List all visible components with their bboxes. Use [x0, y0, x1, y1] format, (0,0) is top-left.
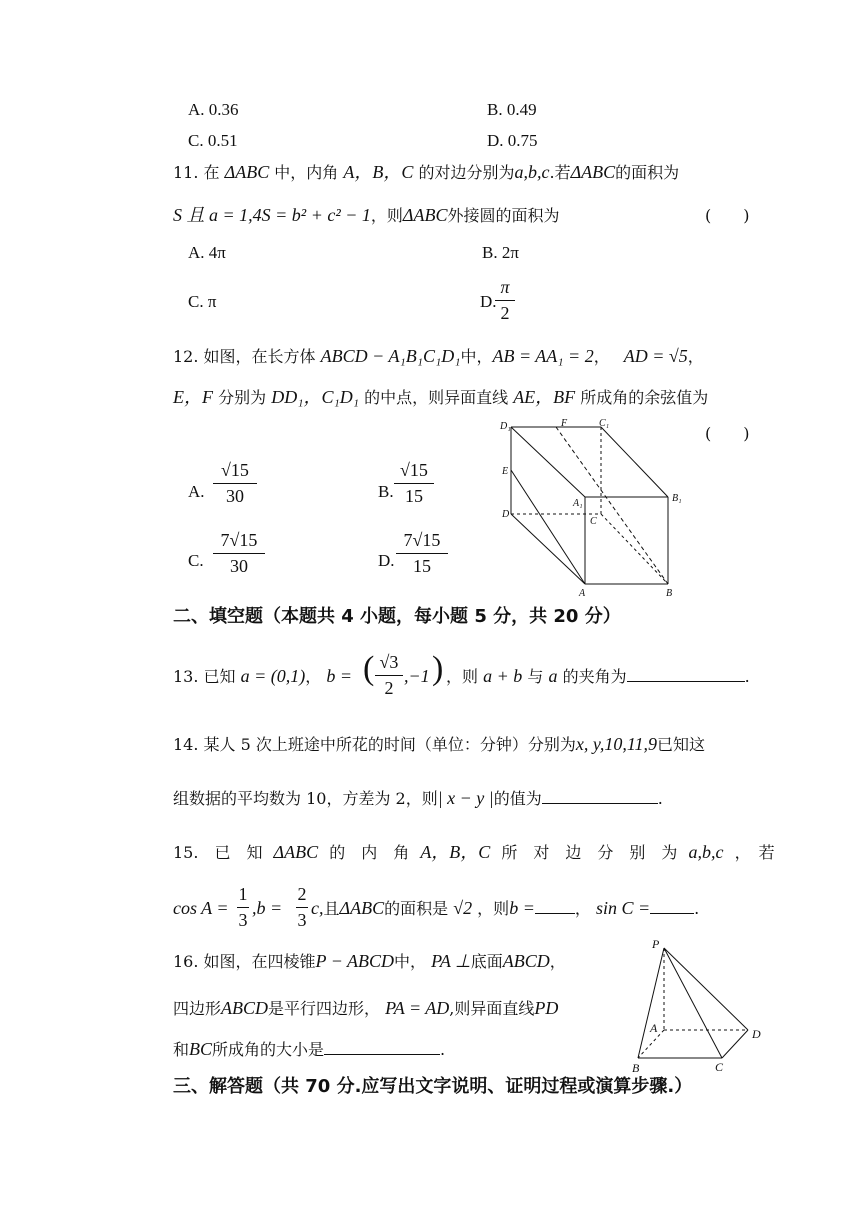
- q16-text2: 四边形: [173, 999, 222, 1018]
- q13-prefix: 13. 已知: [173, 667, 236, 686]
- q13-dot: .: [744, 667, 750, 686]
- q15-cos-a: cos A =: [173, 898, 229, 918]
- q15-line1: [173, 843, 775, 861]
- q13-b-den: 2: [384, 678, 394, 698]
- q13-vector-a: a = (0,1): [240, 666, 306, 686]
- q11-text2: 的对边分别为: [418, 163, 515, 182]
- q11-ask: 外接圆的面积为: [447, 206, 560, 225]
- q14-text: 14. 某人 5 次上班途中所花的时间（单位：分钟）分别为: [173, 735, 576, 754]
- edge-cb: [601, 514, 668, 584]
- q13-then: ，则: [446, 667, 479, 686]
- q16-line2: [173, 999, 558, 1017]
- q12-option-a-fraction: [213, 460, 257, 507]
- q16-and: 和: [173, 1040, 190, 1059]
- q11-option-d-prefix: D.: [480, 292, 497, 311]
- q13-sum: a + b: [483, 666, 523, 686]
- fraction-bar: [237, 907, 249, 908]
- q15-fraction-1-3: [237, 884, 249, 931]
- q13-right-paren: ): [432, 650, 444, 687]
- label-a1: A₁: [573, 498, 583, 509]
- q14-line1: [173, 735, 705, 753]
- q16-text: 中，: [394, 952, 427, 971]
- q13-answer-blank[interactable]: [627, 667, 745, 682]
- q12-lines: AE，BF: [513, 387, 576, 407]
- q16-text3: 是平行四边形，: [268, 999, 381, 1018]
- label-b: B: [632, 1061, 640, 1075]
- q10-option-a: A. 0.36: [188, 100, 239, 119]
- label-a: A: [579, 588, 586, 599]
- q16-abcd2: ABCD: [221, 998, 269, 1018]
- q11-triangle3: ΔABC: [402, 205, 448, 225]
- q10-option-c: C. 0.51: [188, 131, 238, 150]
- q12-c-num: 7√15: [220, 530, 258, 550]
- q13-line-end: [446, 667, 750, 685]
- q16-text4: ,则异面直线: [449, 999, 535, 1018]
- edge-pb: [638, 948, 664, 1058]
- q14-answer-blank[interactable]: [542, 789, 658, 804]
- q12-option-d-fraction: [396, 530, 448, 577]
- q12-comma2: ，: [687, 347, 704, 366]
- fraction-bar: [296, 907, 308, 908]
- q12-ad: AD = √5: [623, 346, 688, 366]
- q15-sides: a,b,c: [688, 842, 724, 862]
- q12-answer-paren: ( ): [705, 424, 750, 443]
- q15-prefix: 15. 已 知: [173, 843, 263, 862]
- q14-text2: 已知这: [657, 735, 706, 754]
- q14-abs: | x − y |: [437, 788, 494, 808]
- q16-line1: [173, 952, 566, 970]
- q12-line2: [173, 388, 708, 406]
- q15-sinc: sin C =: [595, 898, 651, 918]
- q16-dot: .: [440, 1040, 446, 1059]
- q13-b-fraction: [375, 652, 403, 699]
- q12-a-num: √15: [221, 460, 249, 480]
- q11-d-num: π: [500, 277, 510, 297]
- edge-pd: [664, 948, 748, 1030]
- q12-a-den: 30: [226, 486, 244, 506]
- q12-b-den: 15: [405, 486, 423, 506]
- q12-prefix: 12. 如图，在长方体: [173, 347, 316, 366]
- label-a: A: [650, 1021, 658, 1035]
- q13-left-paren: (: [363, 650, 375, 687]
- fraction-bar: [495, 300, 515, 301]
- q14-ask: 的值为: [493, 789, 542, 808]
- q15-text: 的 内 角: [329, 843, 410, 862]
- q13-a2: a: [548, 666, 558, 686]
- q12-solid: ABCD − A₁B₁C₁D₁: [320, 346, 461, 366]
- fraction-bar: [213, 483, 257, 484]
- q10-option-d: D. 0.75: [487, 131, 538, 150]
- q15-fraction-2-3: [296, 884, 308, 931]
- q13-vector-b: b =: [326, 666, 353, 686]
- q13-with: 与: [527, 667, 544, 686]
- q15-comma: ，: [574, 899, 591, 918]
- q12-c-den: 30: [230, 556, 248, 576]
- q13-b-rest: ,−1: [404, 666, 430, 686]
- q15-text3: ， 若: [734, 843, 775, 862]
- q15-b-is: b =: [509, 898, 535, 918]
- q15-sqrt2: √2: [453, 898, 473, 918]
- q12-d-den: 15: [413, 556, 431, 576]
- edge-pc: [664, 948, 722, 1058]
- q12-text3: 的中点，则异面直线: [364, 388, 509, 407]
- label-b1: B₁: [672, 493, 682, 504]
- q15-angles: A，B，C: [420, 842, 491, 862]
- q11-condition: S 且 a = 1,4S = b² + c² − 1: [173, 205, 371, 225]
- q15-triangle2: ΔABC: [339, 898, 385, 918]
- q12-text2: 分别为: [218, 388, 267, 407]
- q14-line2: [173, 789, 663, 807]
- q14-values: x, y,10,11,9: [575, 734, 658, 754]
- q12-edges: DD₁，C₁D₁: [271, 387, 359, 407]
- q12-ask: 所成角的余弦值为: [580, 388, 709, 407]
- q11-triangle: ΔABC: [224, 162, 270, 182]
- q16-pd: PD: [534, 998, 559, 1018]
- section-3-heading: 三、解答题（共 70 分.应写出文字说明、证明过程或演算步骤.）: [173, 1076, 693, 1097]
- q16-ask: 所成角的大小是: [212, 1040, 325, 1059]
- q11-angles: A，B，C: [343, 162, 414, 182]
- q16-abcd: ABCD: [502, 951, 550, 971]
- q13-b-num: √3: [379, 652, 399, 672]
- label-e: E: [502, 466, 509, 477]
- q16-pyramid: P − ABCD: [315, 951, 395, 971]
- q15-text2: 所 对 边 分 别 为: [501, 843, 678, 862]
- q11-option-d-fraction: [495, 277, 515, 324]
- q11-line1: [173, 163, 679, 181]
- q15-b-eq: ,b =: [252, 898, 283, 918]
- q12-cuboid-figure: [496, 418, 696, 598]
- q16-prefix: 16. 如图，在四棱锥: [173, 952, 316, 971]
- q12-lengths: AB = AA₁ = 2: [492, 346, 594, 366]
- q11-d-den: 2: [500, 303, 510, 323]
- section-2-heading: 二、填空题（本题共 4 小题，每小题 5 分，共 20 分）: [173, 606, 621, 627]
- q10-option-b: B. 0.49: [487, 100, 537, 119]
- fraction-bar: [375, 675, 403, 676]
- q12-option-b-fraction: [394, 460, 434, 507]
- label-d: D: [752, 1027, 761, 1041]
- q16-bc: BC: [189, 1039, 213, 1059]
- q11-then: ，则: [370, 206, 403, 225]
- q11-triangle2: ΔABC: [570, 162, 616, 182]
- label-p: P: [652, 937, 660, 951]
- q11-option-a: A. 4π: [188, 243, 226, 262]
- fraction-bar: [396, 553, 448, 554]
- q11-answer-paren: ( ): [705, 206, 750, 225]
- edge-cd: [722, 1030, 748, 1058]
- label-f: F: [561, 418, 568, 429]
- q15-dot: .: [694, 899, 700, 918]
- q11-line2: [173, 206, 559, 224]
- q16-perp: PA ⊥: [431, 951, 471, 971]
- q15-then: ，则: [477, 899, 510, 918]
- q15-f2-num: 2: [297, 884, 307, 904]
- q12-option-c-fraction: [213, 530, 265, 577]
- label-b: B: [666, 588, 673, 599]
- q15-and: 且: [323, 899, 340, 918]
- q16-line3: [173, 1040, 445, 1058]
- q12-option-c-prefix: C.: [188, 551, 204, 570]
- label-c: C: [590, 516, 597, 527]
- q14-text3: 组数据的平均数为 10，方差为 2，则: [173, 789, 438, 808]
- fraction-bar: [394, 483, 434, 484]
- q13-line: [173, 667, 352, 685]
- q12-text: 中，: [460, 347, 493, 366]
- q15-triangle: ΔABC: [273, 842, 319, 862]
- q11-text3: .若: [549, 163, 571, 182]
- q12-d-num: 7√15: [403, 530, 441, 550]
- q12-option-a-prefix: A.: [188, 482, 205, 501]
- label-d: D: [502, 509, 510, 520]
- fraction-bar: [213, 553, 265, 554]
- q14-dot: .: [657, 789, 663, 808]
- q12-option-b-prefix: B.: [378, 482, 394, 501]
- q15-f1-num: 1: [238, 884, 248, 904]
- q15-area-text: 的面积是: [384, 899, 449, 918]
- q11-text4: 的面积为: [615, 163, 680, 182]
- q15-b-blank[interactable]: [535, 899, 575, 914]
- q12-line1: [173, 347, 704, 365]
- q16-comma: ，: [549, 952, 566, 971]
- label-c1: C₁: [599, 418, 610, 429]
- label-d1: D₁: [500, 421, 511, 432]
- q12-option-d-prefix: D.: [378, 551, 395, 570]
- q15-sinc-blank[interactable]: [650, 899, 694, 914]
- q11-option-c: C. π: [188, 292, 217, 311]
- q12-comma: ，: [593, 347, 610, 366]
- q16-equal: PA = AD: [385, 998, 450, 1018]
- q11-prefix: 11. 在: [173, 163, 220, 182]
- edge-c1b1: [601, 427, 668, 497]
- q15-c: c,: [311, 898, 324, 918]
- q13-sep: ，: [305, 667, 322, 686]
- q13-ask: 的夹角为: [562, 667, 627, 686]
- q12-b-num: √15: [400, 460, 428, 480]
- q11-sides: a,b,c: [514, 162, 550, 182]
- q11-option-b: B. 2π: [482, 243, 519, 262]
- edge-da: [511, 514, 585, 584]
- label-c: C: [715, 1060, 724, 1074]
- q11-text: 中，内角: [274, 163, 339, 182]
- q16-pyramid-figure: [628, 934, 768, 1075]
- q16-answer-blank[interactable]: [324, 1040, 440, 1055]
- q15-f1-den: 3: [238, 910, 248, 930]
- q15-f2-den: 3: [297, 910, 307, 930]
- q16-base: 底面: [470, 952, 503, 971]
- q12-points: E，F: [173, 387, 213, 407]
- q15-line2-end: [311, 899, 699, 917]
